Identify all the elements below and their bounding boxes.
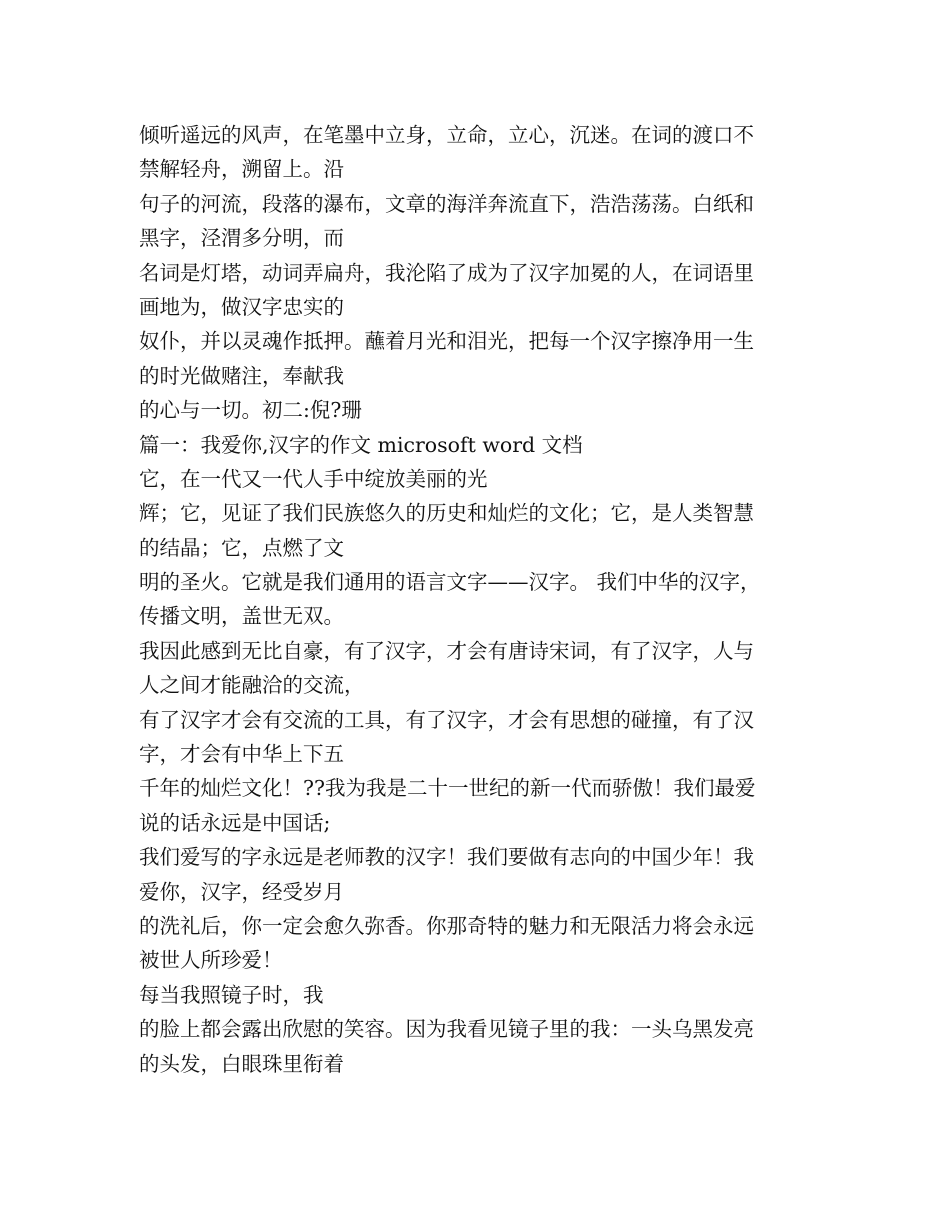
text-line: 的头发，白眼珠里衔着 [139,1051,344,1076]
text-line: 奴仆，并以灵魂作抵押。蘸着月光和泪光，把每一个汉字擦净用一生 [139,329,754,354]
text-line: 人之间才能融洽的交流， [139,673,365,698]
text-line: 我们爱写的字永远是老师教的汉字！我们要做有志向的中国少年！我 [139,845,754,870]
text-line: 辉；它，见证了我们民族悠久的历史和灿烂的文化；它，是人类智慧 [139,501,754,526]
text-line: 的结晶；它，点燃了文 [139,535,344,560]
text-line: 的脸上都会露出欣慰的笑容。因为我看见镜子里的我：一头乌黑发亮 [139,1017,754,1042]
text-line: 倾听遥远的风声，在笔墨中立身，立命，立心，沉迷。在词的渡口不 [139,123,754,147]
text-line: 句子的河流，段落的瀑布，文章的海洋奔流直下，浩浩荡荡。白纸和 [139,191,754,216]
text-line: 我因此感到无比自豪，有了汉字，才会有唐诗宋词，有了汉字，人与 [139,638,754,663]
text-line: 字，才会有中华上下五 [139,742,344,767]
text-line: 有了汉字才会有交流的工具，有了汉字，才会有思想的碰撞，有了汉 [139,707,754,732]
text-line: 名词是灯塔，动词弄扁舟，我沦陷了成为了汉字加冕的人，在词语里 [139,260,754,285]
text-line: 的洗礼后，你一定会愈久弥香。你那奇特的魅力和无限活力将会永远 [139,913,754,938]
text-line: 说的话永远是中国话; [139,810,331,835]
text-line: 的心与一切。初二:倪?珊 [139,398,362,423]
text-line: 画地为，做汉字忠实的 [139,294,344,319]
text-line: 黑字，泾渭多分明，而 [139,226,344,251]
text-line: 每当我照镜子时，我 [139,982,324,1007]
text-line: 传播文明，盖世无双。 [139,604,344,629]
text-line: 禁解轻舟，溯留上。沿 [139,157,344,182]
text-line: 它，在一代又一代人手中绽放美丽的光 [139,466,488,491]
text-line: 的时光做赌注，奉献我 [139,363,344,388]
text-line: 被世人所珍爱！ [139,948,283,973]
text-line: 明的圣火。它就是我们通用的语言文字——汉字。 我们中华的汉字， [139,570,761,595]
section-heading: 篇一：我爱你,汉字的作文 microsoft word 文档 [139,432,583,457]
text-line: 千年的灿烂文化！??我为我是二十一世纪的新一代而骄傲！我们最爱 [139,776,756,801]
document-body [139,118,819,1081]
text-line: 爱你，汉字，经受岁月 [139,879,344,904]
